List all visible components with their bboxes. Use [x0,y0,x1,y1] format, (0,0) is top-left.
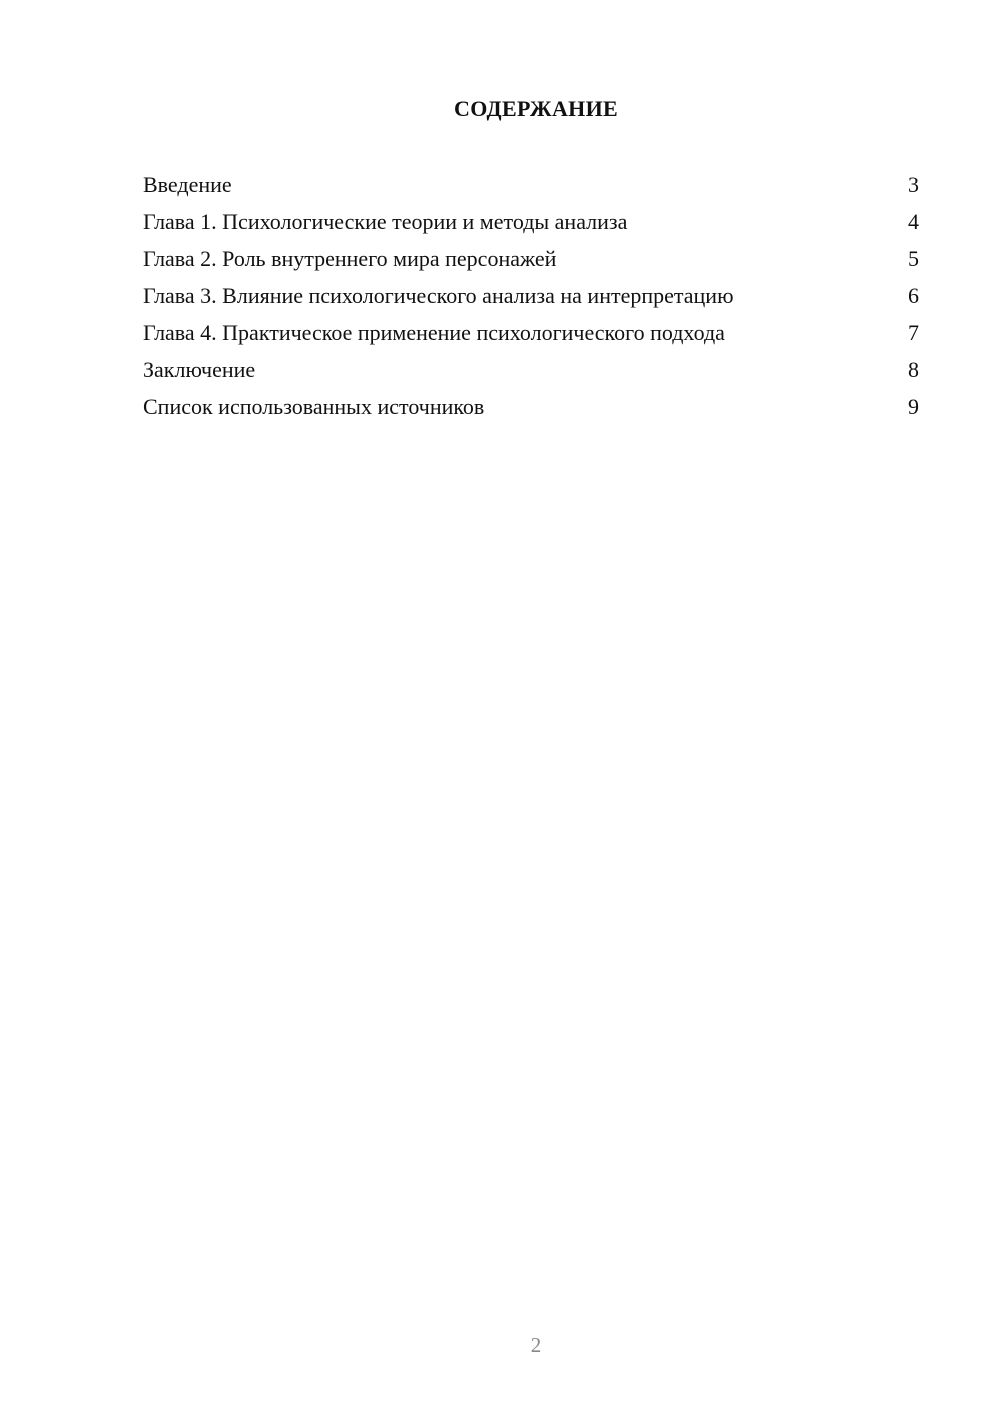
toc-entry-chapter-4 [143,318,919,355]
toc-entry-label: Заключение [143,357,256,382]
toc-entry-label: Глава 1. Психологические теории и методы анализа [143,209,628,234]
toc-entry-conclusion [143,355,919,392]
toc-entry-page: 8 [908,357,919,382]
toc-entry-label: Глава 3. Влияние психологического анализа на интерпретацию [143,283,734,308]
toc-entry-page: 3 [908,172,919,197]
toc-entry-chapter-3 [143,281,919,318]
toc-entry-label: Список использованных источников [143,394,485,419]
toc-entry-chapter-1 [143,207,919,244]
toc-entry-introduction [143,170,919,207]
toc-entry-page: 6 [908,283,919,308]
toc-entry-page: 4 [908,209,919,234]
toc-entry-label: Введение [143,172,232,197]
toc-entry-page: 5 [908,246,919,271]
table-of-contents [143,170,919,429]
toc-entry-chapter-2 [143,244,919,281]
toc-entry-label: Глава 4. Практическое применение психологического подхода [143,320,725,345]
toc-entry-page: 7 [908,320,919,345]
toc-entry-page: 9 [908,394,919,419]
page-number: 2 [530,1333,542,1357]
page-title: СОДЕРЖАНИЕ [454,96,618,121]
toc-entry-references [143,392,919,429]
toc-entry-label: Глава 2. Роль внутреннего мира персонажей [143,246,557,271]
